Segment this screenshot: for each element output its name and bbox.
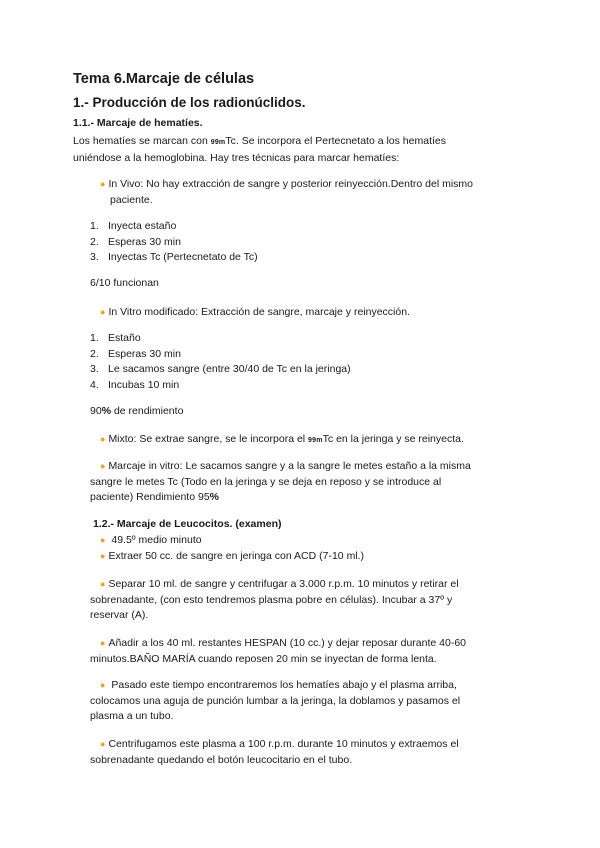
bullet-icon: ● bbox=[100, 579, 106, 589]
bullet-icon: ● bbox=[100, 461, 106, 471]
list-item-invitro-modificado: ● In Vitro modificado: Extracción de sangre, marcaje y reinyección. bbox=[100, 306, 410, 318]
list-item-mixto: ● Mixto: Se extrae sangre, se le incorpora el 99mTc en la jeringa y se reinyecta. bbox=[100, 433, 464, 445]
intro-line-2: uniéndose a la hemoglobina. Hay tres técnicas para marcar hematíes: bbox=[73, 151, 400, 164]
bullet-icon: ● bbox=[100, 307, 106, 317]
list-item: 3. Le sacamos sangre (entre 30/40 de Tc en la jeringa) bbox=[90, 363, 351, 375]
list-item: 4. Incubas 10 min bbox=[90, 378, 180, 391]
rendimiento-text: 90% de rendimiento bbox=[90, 405, 184, 417]
list-item-invitro: ● Marcaje in vitro: Le sacamos sangre y a la sangre le metes estaño a la misma sangre le metes Tc (Todo en la jeringa y se deja en reposo y se introduce al paciente) Rendimiento 95% bbox=[90, 460, 471, 503]
bullet-icon: ● bbox=[100, 638, 106, 648]
numbered-list-invivo bbox=[90, 219, 258, 266]
intro-line-1: Los hematíes se marcan con 99mTc. Se incorpora el Pertecnetato a los hematíes bbox=[73, 135, 446, 147]
intro-paragraph bbox=[73, 134, 446, 166]
list-item: 1. Estaño bbox=[90, 332, 141, 344]
section-heading-1-1: 1.1.- Marcaje de hematíes. bbox=[73, 117, 203, 129]
section-heading-1: 1.- Producción de los radionúclidos. bbox=[73, 95, 306, 110]
list-item-invivo: ● In Vivo: No hay extracción de sangre y posterior reinyección.Dentro del mismo paciente. bbox=[100, 178, 473, 206]
bullet-icon: ● bbox=[100, 680, 106, 690]
list-item: 1. Inyecta estaño bbox=[90, 220, 177, 232]
list-item: 2. Esperas 30 min bbox=[90, 235, 181, 248]
page-title: Tema 6.Marcaje de células bbox=[73, 71, 255, 87]
leuco-paragraph-1: ● Separar 10 ml. de sangre y centrifugar a 3.000 r.p.m. 10 minutos y retirar el sobrenadante, (con esto tendremos plasma pobre en células). Incubar a 37º y reservar (A). bbox=[90, 578, 459, 621]
section-heading-1-2: 1.2.- Marcaje de Leucocitos. (examen) bbox=[93, 518, 282, 530]
bullet-icon: ● bbox=[100, 739, 106, 749]
leuco-paragraph-3: ● Pasado este tiempo encontraremos los hematíes abajo y el plasma arriba, colocamos una aguja de punción lumbar a la jeringa, la doblamos y pasamos el plasma a un tubo. bbox=[90, 679, 461, 722]
list-item: 3. Inyectas Tc (Pertecnetato de Tc) bbox=[90, 251, 258, 263]
bullet-icon: ● bbox=[100, 179, 106, 189]
list-item: ● Extraer 50 cc. de sangre en jeringa con ACD (7-10 ml.) bbox=[100, 549, 365, 562]
funcionan-text: 6/10 funcionan bbox=[90, 277, 159, 289]
bullet-icon: ● bbox=[100, 434, 106, 444]
leuco-bullets bbox=[100, 533, 364, 564]
list-item: ● 49.5º medio minuto bbox=[100, 534, 202, 546]
leuco-paragraph-2: ● Añadir a los 40 ml. restantes HESPAN (10 cc.) y dejar reposar durante 40-60 minutos.BAÑO MARÍA cuando reposen 20 min se inyectan de forma lenta. bbox=[90, 637, 466, 665]
list-item: 2. Esperas 30 min bbox=[90, 347, 181, 360]
bullet-icon: ● bbox=[100, 550, 106, 561]
leuco-paragraph-4: ● Centrifugamos este plasma a 100 r.p.m. durante 10 minutos y extraemos el sobrenadante quedando el botón leucocitario en el tubo. bbox=[90, 738, 459, 766]
numbered-list-invitro bbox=[90, 331, 351, 393]
bullet-icon: ● bbox=[100, 535, 106, 545]
